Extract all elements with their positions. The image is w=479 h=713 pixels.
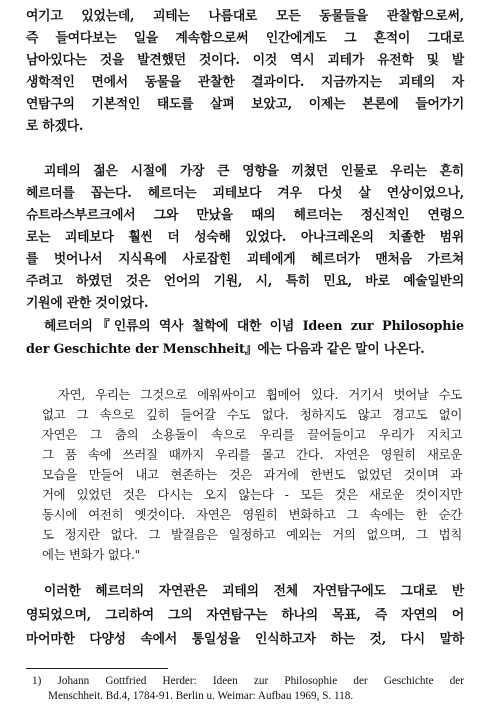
text-line: 헤르더의『인류의 역사 철학에 대한 이념 Ideen zur Philosophie — [44, 319, 464, 334]
quote-line: 자연은 그 춤의 소용돌이 속으로 우리를 끌어들이고 우리가 지치고 — [42, 427, 462, 442]
text-line: 마어마한 다양성 속에서 통일성을 인식하고자 하는 것, 다시 말하 — [26, 632, 464, 647]
text-line: 를 벗어나서 지식욕에 사로잡힌 괴테에게 헤르더가 맨처음 가르쳐 — [26, 252, 464, 267]
quote-line: 자연, 우리는 그것으로 에워싸이고 휩메어 있다. 거기서 벗어날 수도 — [58, 387, 462, 402]
text-line: 슈트라스부르크에서 그와 만났을 때의 헤르더는 정신적인 연령으 — [26, 208, 464, 223]
text-line: der Geschichte der Menschheit』에는 다음과 같은 말이 나온다. — [26, 342, 425, 357]
text-line: 남아있다는 것을 발견했던 것이다. 이것 역시 괴테가 유전학 및 발 — [26, 53, 464, 68]
quote-line: 거에 있었던 것은 다시는 오지 않는다 - 모든 것은 새로운 것이지만 — [42, 487, 462, 502]
text-line: 이러한 헤르더의 자연관은 괴테의 전체 자연탐구에도 그대로 반 — [44, 584, 464, 599]
text-line: 생학적인 면에서 동물을 관찰한 결과이다. 지금까지는 괴테의 자 — [26, 75, 464, 90]
text-line: 즉 들여다보는 일을 계속함으로써 인간에게도 그 흔적이 그대로 — [26, 31, 464, 46]
quote-line: 에는 변화가 없다." — [42, 547, 141, 562]
footnote-line: Menschheit. Bd.4, 1784-91. Berlin u. Weimar: Aufbau 1969, S. 118. — [48, 690, 354, 702]
text-line: 기원에 관한 것이었다. — [26, 296, 149, 311]
quote-line: 없고 그 속으로 깊히 들어갈 수도 없다. 청하지도 않고 경고도 없이 — [42, 407, 462, 422]
quote-line: 동시에 여전히 옛것이다. 자연은 영원히 변화하고 그 속에는 한 순간 — [42, 507, 462, 522]
quote-line: 모습을 만들어 내고 현존하는 것은 과거에 한번도 없었던 것이며 과 — [42, 467, 462, 482]
quote-line: 도 정지란 없다. 그 발걸음은 일정하고 예외는 거의 없으며, 그 법칙 — [42, 527, 462, 542]
text-line: 영되었으며, 그리하여 그의 자연탐구는 하나의 목표, 즉 자연의 어 — [26, 608, 464, 623]
text-line: 여기고 있었는데, 괴테는 나름대로 모든 동물들을 관찰함으로써, — [26, 9, 464, 24]
footnote-line: 1) Johann Gottfried Herder: Ideen zur Philosophie der Geschichte der — [32, 675, 464, 687]
text-line: 괴테의 젊은 시절에 가장 큰 영향을 끼쳤던 인물로 우리는 흔히 — [44, 164, 464, 179]
text-line: 헤르더를 꼽는다. 헤르더는 괴테보다 겨우 다섯 살 연상이었으나, — [26, 186, 464, 201]
footnote-divider — [26, 668, 168, 669]
text-line: 주려고 하였던 것은 언어의 기원, 시, 특히 민요, 바로 예술일반의 — [26, 274, 464, 289]
text-line: 로 하겠다. — [26, 119, 84, 134]
text-line: 연탐구의 기본적인 태도를 살펴 보았고, 이제는 본론에 들어가기 — [26, 97, 464, 112]
quote-line: 그 품 속에 쓰러질 때까지 우리를 몰고 간다. 자연은 영원히 새로운 — [42, 447, 462, 462]
text-line: 로는 괴테보다 훨씬 더 성숙해 있었다. 아나크레온의 치졸한 범위 — [26, 230, 464, 245]
